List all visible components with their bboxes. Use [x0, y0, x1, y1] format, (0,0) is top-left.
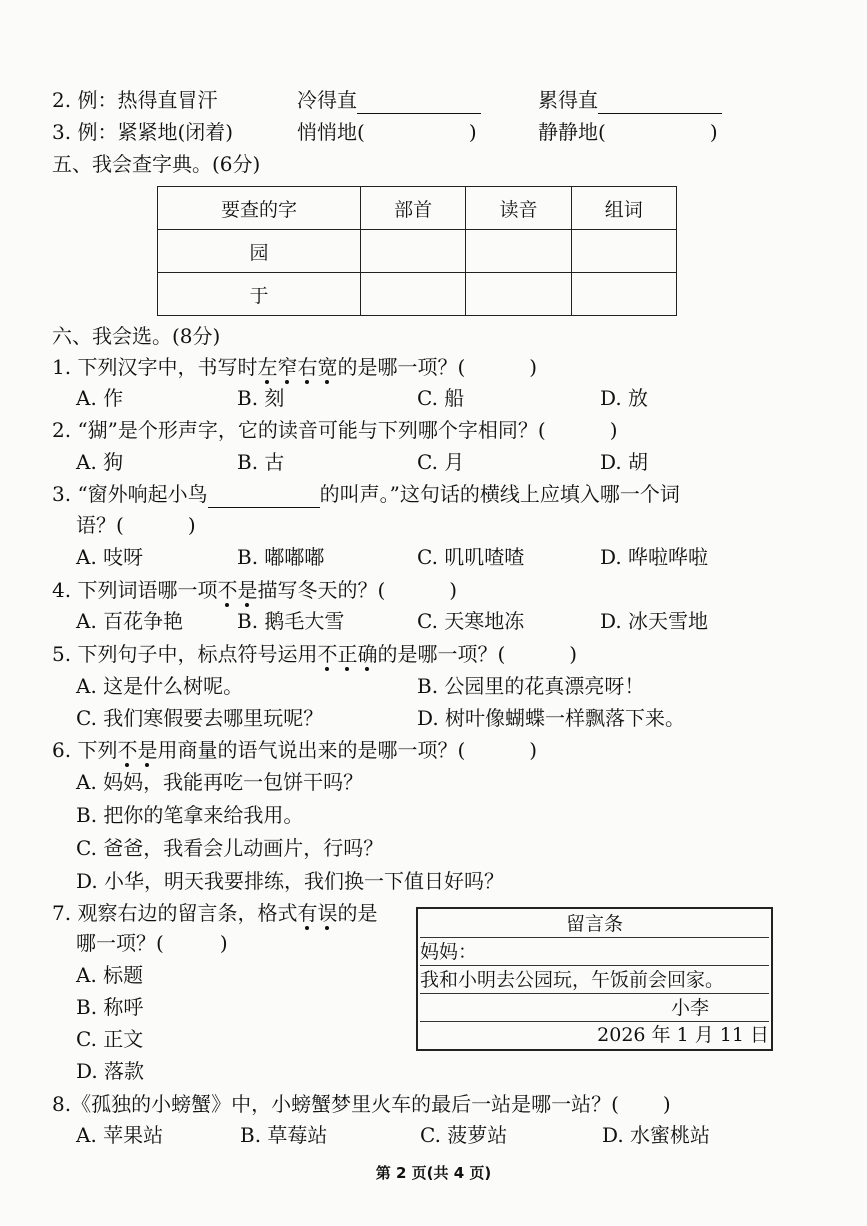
option[interactable]: A. 这是什么树呢。 — [76, 674, 244, 698]
option[interactable]: C. 菠萝站 — [420, 1123, 508, 1147]
option[interactable]: C. 我们寒假要去哪里玩呢？ — [76, 706, 324, 730]
q4-item3-a: 悄悄地( ) — [297, 120, 477, 144]
dictionary-table — [157, 186, 677, 316]
option[interactable]: A. 百花争艳 — [76, 609, 184, 633]
option[interactable]: D. 树叶像蝴蝶一样飘落下来。 — [417, 706, 686, 730]
table-cell[interactable] — [466, 230, 571, 273]
answer-blank[interactable] — [598, 91, 722, 114]
emphasis-dotted: 不正确 — [317, 642, 378, 666]
option[interactable]: A. 妈妈，我能再吃一包饼干吗？ — [76, 770, 364, 794]
option[interactable]: B. 草莓站 — [240, 1123, 328, 1147]
option[interactable]: A. 标题 — [76, 963, 144, 987]
message-note — [416, 907, 773, 1051]
note-date: 2026 年 1 月 11 日 — [597, 1024, 769, 1046]
table-cell[interactable] — [466, 273, 571, 316]
q6-question-7: 7. 观察右边的留言条，格式有误的是 — [52, 901, 378, 925]
table-header: 读音 — [466, 187, 571, 230]
page-footer: 第 2 页(共 4 页) — [375, 1164, 492, 1182]
q6-question-7-line2: 哪一项？( ) — [76, 931, 228, 955]
option[interactable]: D. 放 — [600, 386, 649, 410]
note-signature: 小李 — [420, 995, 769, 1022]
q6-question-4: 4. 下列词语哪一项不是描写冬天的？( ) — [52, 578, 458, 602]
option[interactable]: D. 落款 — [76, 1059, 145, 1083]
option[interactable]: B. 称呼 — [76, 995, 144, 1019]
option[interactable]: C. 天寒地冻 — [417, 609, 525, 633]
option[interactable]: B. 鹅毛大雪 — [237, 609, 345, 633]
option[interactable]: B. 公园里的花真漂亮呀！ — [417, 674, 645, 698]
q6-question-8: 8.《孤独的小螃蟹》中，小螃蟹梦里火车的最后一站是哪一站？( ) — [52, 1092, 671, 1116]
q4-item2-example: 2. 例：热得直冒汗 — [52, 88, 218, 112]
option[interactable]: D. 哗啦哗啦 — [600, 545, 709, 569]
option[interactable]: A. 苹果站 — [76, 1123, 164, 1147]
q6-question-3-line2: 语？( ) — [76, 513, 196, 537]
table-header: 要查的字 — [158, 187, 361, 230]
table-header: 组词 — [571, 187, 676, 230]
option[interactable]: C. 爸爸，我看会儿动画片，行吗？ — [76, 836, 384, 860]
emphasis-dotted: 有误 — [297, 901, 338, 925]
note-greeting: 妈妈： — [420, 939, 769, 966]
option[interactable]: B. 刻 — [237, 386, 285, 410]
section-5-title: 五、我会查字典。(6分) — [52, 152, 261, 176]
option[interactable]: A. 狗 — [76, 450, 124, 474]
q6-question-6: 6. 下列不是用商量的语气说出来的是哪一项？( ) — [52, 738, 538, 762]
option[interactable]: B. 把你的笔拿来给我用。 — [76, 803, 304, 827]
option[interactable]: D. 冰天雪地 — [600, 609, 709, 633]
option[interactable]: C. 正文 — [76, 1027, 144, 1051]
table-cell[interactable] — [571, 230, 676, 273]
option[interactable]: D. 小华，明天我要排练，我们换一下值日好吗？ — [76, 869, 505, 893]
option[interactable]: D. 胡 — [600, 450, 649, 474]
option[interactable]: A. 吱呀 — [76, 545, 144, 569]
q6-question-1: 1. 下列汉字中，书写时左窄右宽的是哪一项？( ) — [52, 355, 538, 379]
table-cell: 园 — [158, 230, 361, 273]
option[interactable]: B. 嘟嘟嘟 — [237, 545, 325, 569]
emphasis-dotted: 不是 — [117, 738, 158, 762]
option[interactable]: D. 水蜜桃站 — [602, 1123, 711, 1147]
q4-item2-b: 累得直 — [538, 86, 722, 114]
answer-blank[interactable] — [357, 91, 481, 114]
answer-blank[interactable] — [208, 485, 320, 508]
note-body: 我和小明去公园玩，午饭前会回家。 — [420, 967, 769, 994]
option[interactable]: C. 叽叽喳喳 — [417, 545, 525, 569]
note-title: 留言条 — [420, 911, 769, 938]
q6-question-2: 2. “猢”是个形声字，它的读音可能与下列哪个字相同？( ) — [52, 418, 618, 442]
option[interactable]: C. 船 — [417, 386, 465, 410]
q4-item3-b: 静静地( ) — [538, 120, 718, 144]
table-cell: 于 — [158, 273, 361, 316]
emphasis-dotted: 不是 — [217, 578, 258, 602]
table-cell[interactable] — [360, 230, 465, 273]
option[interactable]: B. 古 — [237, 450, 285, 474]
table-row — [158, 273, 677, 316]
q4-item3-example: 3. 例：紧紧地(闭着) — [52, 120, 234, 144]
section-6-title: 六、我会选。(8分) — [52, 324, 221, 348]
table-header: 部首 — [360, 187, 465, 230]
table-cell[interactable] — [360, 273, 465, 316]
option[interactable]: A. 作 — [76, 386, 124, 410]
q4-item2-a: 冷得直 — [297, 86, 481, 114]
option[interactable]: C. 月 — [417, 450, 465, 474]
table-row — [158, 230, 677, 273]
q6-question-3: 3. “窗外响起小鸟 的叫声。”这句话的横线上应填入哪一个词 — [52, 482, 680, 506]
q6-question-5: 5. 下列句子中，标点符号运用不正确的是哪一项？( ) — [52, 642, 578, 666]
emphasis-dotted: 左窄右宽 — [257, 355, 338, 379]
table-cell[interactable] — [571, 273, 676, 316]
